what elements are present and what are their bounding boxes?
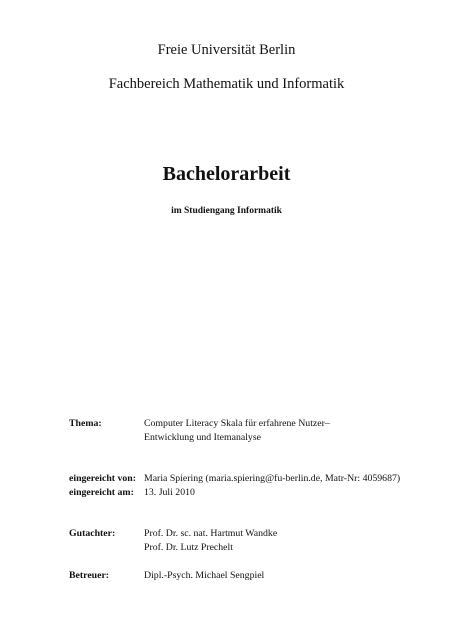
thema-row-continued [0, 432, 453, 446]
department-name: Fachbereich Mathematik und Informatik [108, 76, 345, 92]
supervisor-label: Betreuer: [69, 570, 110, 581]
supervisor-value: Dipl.-Psych. Michael Sengpiel [144, 570, 265, 581]
supervisor-row [0, 570, 453, 584]
thema-label: Thema: [69, 418, 102, 429]
thema-row [0, 418, 453, 432]
reviewer-1: Prof. Dr. sc. nat. Hartmut Wandke [144, 528, 278, 539]
thema-value-line2: Entwicklung und Itemanalyse [144, 432, 261, 443]
reviewer-2: Prof. Dr. Lutz Prechelt [144, 542, 233, 553]
reviewers-row-continued [0, 542, 453, 556]
submitted-on-value: 13. Juli 2010 [144, 487, 195, 498]
document-title: Bachelorarbeit [162, 163, 291, 185]
reviewers-label: Gutachter: [69, 528, 116, 539]
submitted-on-label: eingereicht am: [69, 487, 134, 498]
submitted-by-label: eingereicht von: [69, 473, 137, 484]
submitted-on-row [0, 487, 453, 501]
thema-value-line1: Computer Literacy Skala für erfahrene Nutzer– [144, 418, 330, 429]
reviewers-row [0, 528, 453, 542]
study-program: im Studiengang Informatik [171, 206, 282, 216]
submitted-by-row [0, 473, 453, 487]
university-name: Freie Universität Berlin [157, 42, 296, 58]
submitted-by-value: Maria Spiering (maria.spiering@fu-berlin.de, Matr-Nr: 4059687) [144, 473, 401, 484]
